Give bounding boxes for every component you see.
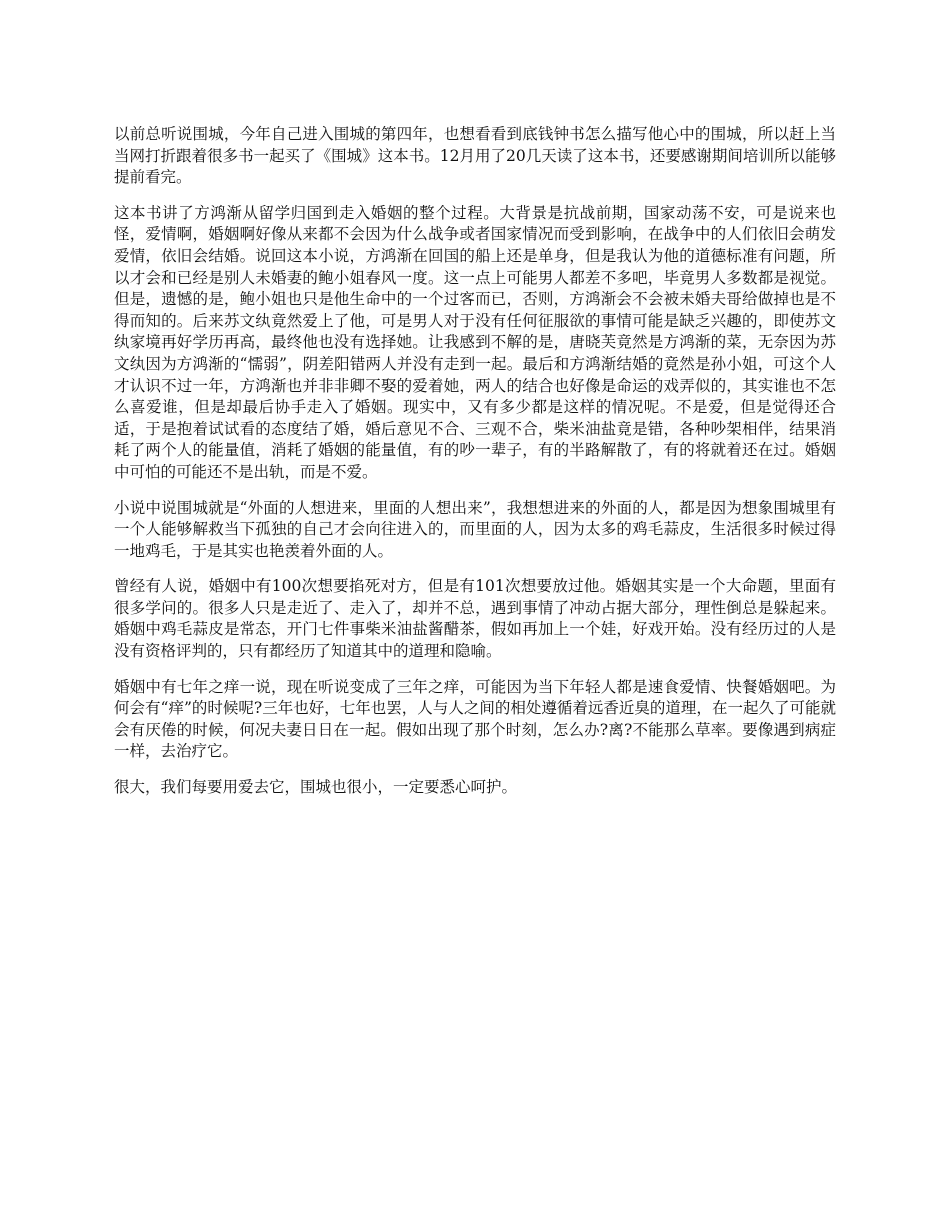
paragraph-1: 以前总听说围城，今年自己进入围城的第四年，也想看看到底钱钟书怎么描写他心中的围城，所以赶上当当网打折跟着很多书一起买了《围城》这本书。12月用了20几天读了这本书，还要感谢期间培训所以能够提前看完。 [114,125,836,187]
paragraph-5: 婚姻中有七年之痒一说，现在听说变成了三年之痒，可能因为当下年轻人都是速食爱情、快餐婚姻吧。为何会有“痒”的时候呢?三年也好，七年也罢，人与人之间的相处遵循着远香近臭的道理，在一起久了可能就会有厌倦的时候，何况夫妻日日在一起。假如出现了那个时刻，怎么办?离?不能那么草率。要像遇到病症一样，去治疗它。 [114,677,836,761]
document-body [114,124,836,813]
paragraph-4: 曾经有人说，婚姻中有100次想要掐死对方，但是有101次想要放过他。婚姻其实是一个大命题，里面有很多学问的。很多人只是走近了、走入了，却并不总，遇到事情了冲动占据大部分，理性倒总是躲起来。婚姻中鸡毛蒜皮是常态，开门七件事柴米油盐酱醋茶，假如再加上一个娃，好戏开始。没有经历过的人是没有资格评判的，只有都经历了知道其中的道理和隐喻。 [114,577,836,661]
paragraph-6: 很大，我们每要用爱去它，围城也很小，一定要悉心呵护。 [114,778,518,797]
paragraph-2: 这本书讲了方鸿渐从留学归国到走入婚姻的整个过程。大背景是抗战前期，国家动荡不安，可是说来也怪，爱情啊，婚姻啊好像从来都不会因为什么战争或者国家情况而受到影响，在战争中的人们依旧会萌发爱情，依旧会结婚。说回这本小说，方鸿渐在回国的船上还是单身，但是我认为他的道德标准有问题，所以才会和已经是别人未婚妻的鲍小姐春风一度。这一点上可能男人都差不多吧，毕竟男人多数都是视觉。但是，遗憾的是，鲍小姐也只是他生命中的一个过客而已，否则，方鸿渐会不会被未婚夫哥给做掉也是不得而知的。后来苏文纨竟然爱上了他，可是男人对于没有任何征服欲的事情可能是缺乏兴趣的，即使苏文纨家境再好学历再高，最终他也没有选择她。让我感到不解的是，唐晓芙竟然是方鸿渐的菜，无奈因为苏文纨因为方鸿渐的“懦弱”，阴差阳错两人并没有走到一起。最后和方鸿渐结婚的竟然是孙小姐，可这个人才认识不过一年，方鸿渐也并非非卿不娶的爱着她，两人的结合也好像是命运的戏弄似的，其实谁也不怎么喜爱谁，但是却最后协手走入了婚姻。现实中，又有多少都是这样的情况呢。不是爱，但是觉得还合适，于是抱着试试看的态度结了婚，婚后意见不合、三观不合，柴米油盐竟是错，各种吵架相伴，结果消耗了两个人的能量值，消耗了婚姻的能量值，有的吵一辈子，有的半路解散了，有的将就着还在过。婚姻中可怕的可能还不是出轨，而是不爱。 [114,203,836,481]
paragraph-3: 小说中说围城就是“外面的人想进来，里面的人想出来”，我想想进来的外面的人，都是因为想象围城里有一个人能够解救当下孤独的自己才会向往进入的，而里面的人，因为太多的鸡毛蒜皮，生活很多时候过得一地鸡毛，于是其实也艳羡着外面的人。 [114,498,836,560]
